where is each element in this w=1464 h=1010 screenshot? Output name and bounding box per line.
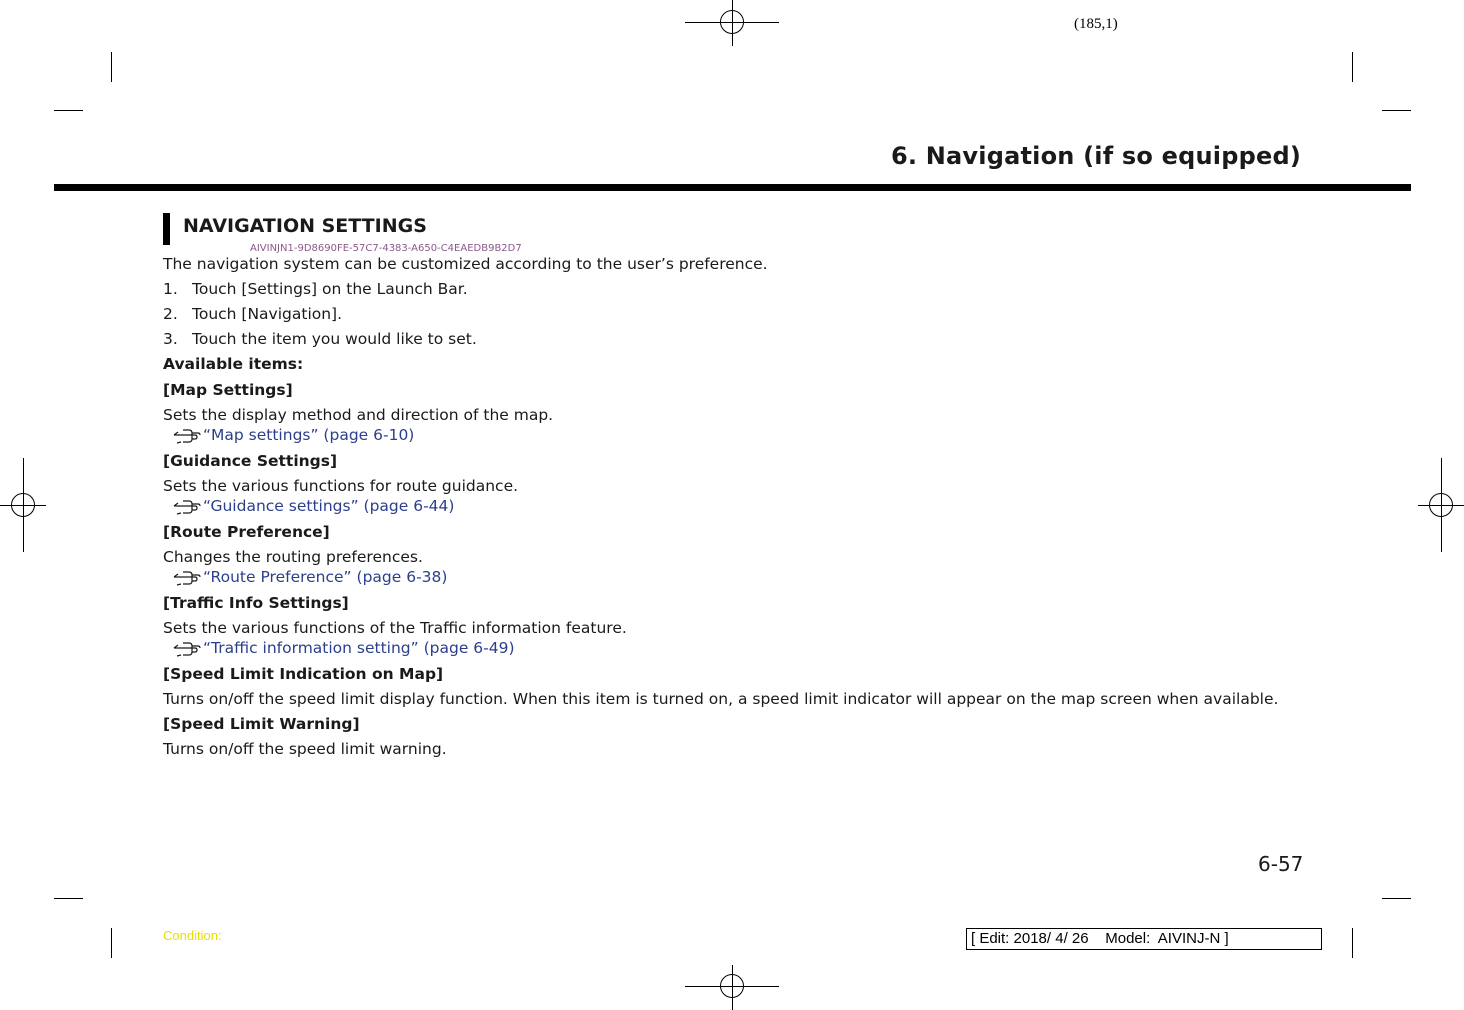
reference-link[interactable] (163, 425, 1308, 445)
pointing-hand-icon (173, 497, 201, 515)
item-description: Sets the various functions of the Traffic information feature. (163, 619, 627, 637)
page-code: (185,1) (1074, 16, 1118, 32)
item-heading-map-settings: [Map Settings] (163, 381, 293, 399)
item-heading-route-preference: [Route Preference] (163, 523, 330, 541)
item-heading-speed-limit-warning: [Speed Limit Warning] (163, 715, 360, 733)
pointing-hand-icon (173, 568, 201, 586)
page-number: 6-57 (1258, 852, 1304, 876)
intro-text: The navigation system can be customized according to the user’s preference. (163, 255, 768, 273)
reference-text: “Guidance settings” (page 6-44) (203, 497, 455, 515)
pointing-hand-icon (173, 426, 201, 444)
section-bar (163, 213, 170, 245)
step-text: Touch [Navigation]. (192, 305, 343, 323)
condition-label: Condition: (163, 928, 222, 943)
header-rule (54, 184, 1411, 191)
available-items-label: Available items: (163, 355, 304, 373)
item-description: Turns on/off the speed limit warning. (163, 740, 447, 758)
step-number: 2. (163, 305, 178, 323)
step-item (163, 304, 1308, 329)
step-number: 1. (163, 280, 178, 298)
item-heading-traffic-info-settings: [Traffic Info Settings] (163, 594, 349, 612)
step-text: Touch [Settings] on the Launch Bar. (192, 280, 468, 298)
item-heading-speed-limit-indication: [Speed Limit Indication on Map] (163, 665, 444, 683)
step-number: 3. (163, 330, 178, 348)
reference-link[interactable] (163, 567, 1308, 587)
step-item (163, 279, 1308, 304)
reference-text: “Traffic information setting” (page 6-49) (203, 639, 515, 657)
item-description: Changes the routing preferences. (163, 548, 423, 566)
section-title: NAVIGATION SETTINGS (183, 215, 427, 237)
reference-text: “Map settings” (page 6-10) (203, 426, 415, 444)
edit-info-box: [ Edit: 2018/ 4/ 26 Model: AIVINJ-N ] (966, 928, 1322, 950)
item-heading-guidance-settings: [Guidance Settings] (163, 452, 338, 470)
step-text: Touch the item you would like to set. (192, 330, 477, 348)
reference-text: “Route Preference” (page 6-38) (203, 568, 448, 586)
reference-link[interactable] (163, 496, 1308, 516)
body-text (163, 254, 1308, 759)
item-description: Turns on/off the speed limit display function. When this item is turned on, a speed limit indicator will appear on the map screen when available. (163, 690, 1279, 708)
item-description: Sets the display method and direction of the map. (163, 406, 554, 424)
pointing-hand-icon (173, 639, 201, 657)
item-description: Sets the various functions for route guidance. (163, 477, 519, 495)
reference-link[interactable] (163, 638, 1308, 658)
chapter-title: 6. Navigation (if so equipped) (890, 142, 1301, 170)
document-id: AIVINJN1-9D8690FE-57C7-4383-A650-C4EAEDB9B2D7 (250, 243, 522, 254)
step-item (163, 329, 1308, 354)
